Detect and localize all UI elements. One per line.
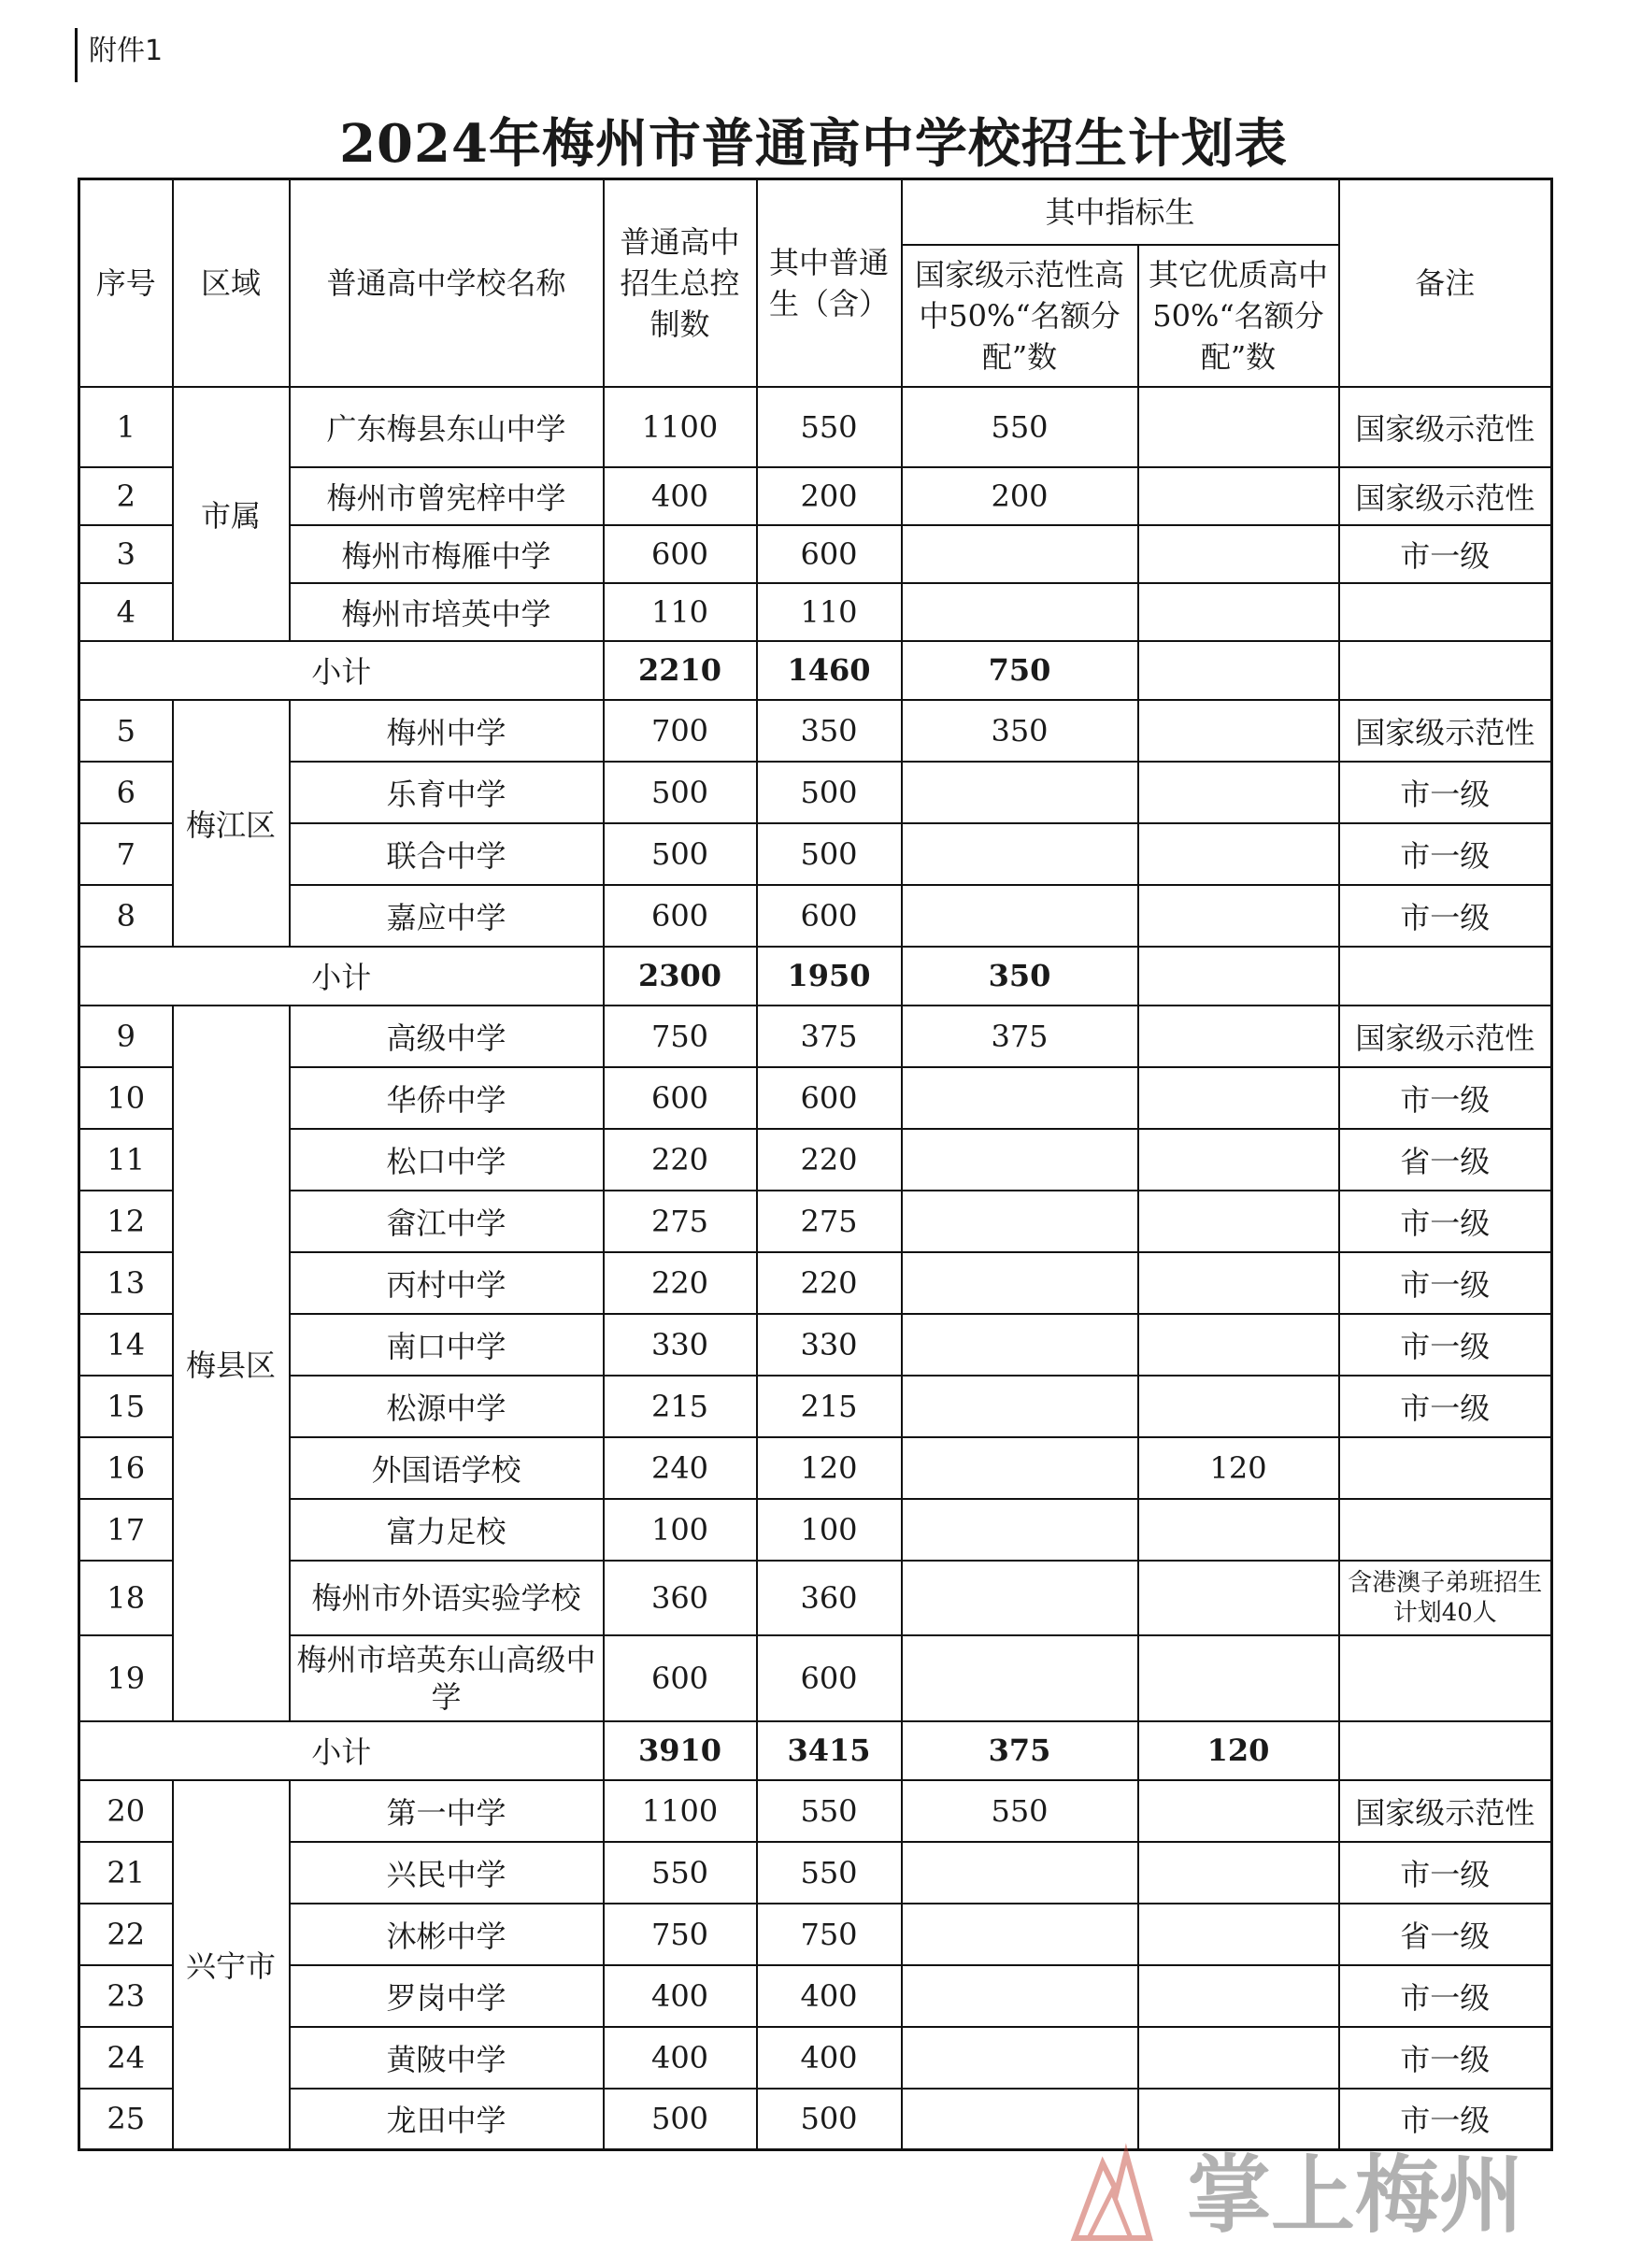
regular-cell: 600	[757, 1067, 902, 1129]
quota-other-cell	[1138, 885, 1339, 947]
remark-cell: 省一级	[1339, 1129, 1552, 1191]
quota-national-cell	[902, 1904, 1138, 1965]
seq-cell: 14	[79, 1314, 173, 1376]
quota-other-cell	[1138, 1376, 1339, 1437]
quota-national-cell	[902, 583, 1138, 641]
table-row	[79, 387, 1552, 467]
total-cell: 1100	[604, 387, 757, 467]
school-name-cell: 嘉应中学	[290, 885, 604, 947]
subtotal-regular: 1460	[757, 641, 902, 700]
remark-cell: 市一级	[1339, 762, 1552, 823]
remark-cell	[1339, 1437, 1552, 1499]
total-cell: 500	[604, 823, 757, 885]
seq-cell: 1	[79, 387, 173, 467]
quota-national-cell	[902, 1252, 1138, 1314]
regular-cell: 330	[757, 1314, 902, 1376]
quota-national-cell	[902, 823, 1138, 885]
quota-other-cell	[1138, 583, 1339, 641]
subtotal-remark	[1339, 947, 1552, 1006]
total-cell: 220	[604, 1252, 757, 1314]
table-row	[79, 1067, 1552, 1129]
quota-national-cell	[902, 525, 1138, 583]
quota-other-cell	[1138, 1067, 1339, 1129]
quota-national-cell	[902, 1067, 1138, 1129]
school-name-cell: 梅州市外语实验学校	[290, 1561, 604, 1635]
regular-cell: 220	[757, 1129, 902, 1191]
quota-other-cell	[1138, 525, 1339, 583]
seq-cell: 12	[79, 1191, 173, 1252]
school-name-cell: 梅州市培英中学	[290, 583, 604, 641]
quota-national-cell	[902, 1635, 1138, 1721]
seq-cell: 10	[79, 1067, 173, 1129]
table-row	[79, 762, 1552, 823]
header-regular: 其中普通生（含）	[757, 179, 902, 387]
subtotal-row	[79, 641, 1552, 700]
total-cell: 400	[604, 1965, 757, 2027]
quota-other-cell	[1138, 1561, 1339, 1635]
school-name-cell: 梅州市梅雁中学	[290, 525, 604, 583]
remark-cell: 市一级	[1339, 1191, 1552, 1252]
table-row	[79, 700, 1552, 762]
school-name-cell: 高级中学	[290, 1006, 604, 1067]
school-name-cell: 松源中学	[290, 1376, 604, 1437]
total-cell: 220	[604, 1129, 757, 1191]
seq-cell: 23	[79, 1965, 173, 2027]
table-row	[79, 1965, 1552, 2027]
table-row	[79, 1376, 1552, 1437]
subtotal-total: 2300	[604, 947, 757, 1006]
regular-cell: 215	[757, 1376, 902, 1437]
remark-cell	[1339, 1499, 1552, 1561]
header-quota-group: 其中指标生	[902, 179, 1339, 245]
quota-other-cell	[1138, 1252, 1339, 1314]
remark-cell: 市一级	[1339, 2089, 1552, 2150]
quota-other-cell	[1138, 2027, 1339, 2089]
region-cell: 梅江区	[173, 700, 290, 947]
subtotal-remark	[1339, 641, 1552, 700]
regular-cell: 120	[757, 1437, 902, 1499]
quota-national-cell	[902, 1129, 1138, 1191]
subtotal-label: 小计	[79, 1721, 604, 1780]
flame-icon	[1075, 2154, 1149, 2238]
header-remark: 备注	[1339, 179, 1552, 387]
table-row	[79, 1561, 1552, 1635]
total-cell: 600	[604, 885, 757, 947]
regular-cell: 500	[757, 823, 902, 885]
school-name-cell: 乐育中学	[290, 762, 604, 823]
subtotal-total: 2210	[604, 641, 757, 700]
quota-national-cell: 550	[902, 387, 1138, 467]
total-cell: 550	[604, 1842, 757, 1904]
total-cell: 700	[604, 700, 757, 762]
quota-other-cell	[1138, 1129, 1339, 1191]
quota-other-cell	[1138, 700, 1339, 762]
quota-national-cell	[902, 885, 1138, 947]
quota-national-cell	[902, 1191, 1138, 1252]
table-row	[79, 1314, 1552, 1376]
school-name-cell: 松口中学	[290, 1129, 604, 1191]
regular-cell: 550	[757, 387, 902, 467]
table-row	[79, 885, 1552, 947]
subtotal-regular: 1950	[757, 947, 902, 1006]
regular-cell: 110	[757, 583, 902, 641]
header-quota-national: 国家级示范性高中50%“名额分配”数	[902, 245, 1138, 387]
regular-cell: 100	[757, 1499, 902, 1561]
quota-other-cell	[1138, 1904, 1339, 1965]
school-name-cell: 广东梅县东山中学	[290, 387, 604, 467]
table-row	[79, 1499, 1552, 1561]
header-school: 普通高中学校名称	[290, 179, 604, 387]
table-row	[79, 1129, 1552, 1191]
school-name-cell: 梅州市培英东山高级中学	[290, 1635, 604, 1721]
quota-other-cell: 120	[1138, 1437, 1339, 1499]
seq-cell: 4	[79, 583, 173, 641]
seq-cell: 3	[79, 525, 173, 583]
remark-cell: 国家级示范性	[1339, 1780, 1552, 1842]
subtotal-quota-national: 350	[902, 947, 1138, 1006]
remark-cell: 市一级	[1339, 1965, 1552, 2027]
subtotal-row	[79, 947, 1552, 1006]
quota-national-cell: 550	[902, 1780, 1138, 1842]
header-quota-other: 其它优质高中50%“名额分配”数	[1138, 245, 1339, 387]
school-name-cell: 丙村中学	[290, 1252, 604, 1314]
subtotal-label: 小计	[79, 947, 604, 1006]
regular-cell: 375	[757, 1006, 902, 1067]
subtotal-quota-other	[1138, 641, 1339, 700]
subtotal-remark	[1339, 1721, 1552, 1780]
table-row	[79, 1635, 1552, 1721]
quota-other-cell	[1138, 1314, 1339, 1376]
total-cell: 100	[604, 1499, 757, 1561]
table-row	[79, 467, 1552, 525]
quota-other-cell	[1138, 1635, 1339, 1721]
seq-cell: 17	[79, 1499, 173, 1561]
seq-cell: 19	[79, 1635, 173, 1721]
quota-national-cell	[902, 1314, 1138, 1376]
subtotal-row	[79, 1721, 1552, 1780]
table-row	[79, 1842, 1552, 1904]
subtotal-label: 小计	[79, 641, 604, 700]
quota-national-cell: 375	[902, 1006, 1138, 1067]
total-cell: 500	[604, 762, 757, 823]
quota-national-cell	[902, 2027, 1138, 2089]
regular-cell: 550	[757, 1842, 902, 1904]
total-cell: 500	[604, 2089, 757, 2150]
watermark-logo	[1047, 2126, 1607, 2257]
school-name-cell: 梅州市曾宪梓中学	[290, 467, 604, 525]
seq-cell: 24	[79, 2027, 173, 2089]
school-name-cell: 富力足校	[290, 1499, 604, 1561]
quota-other-cell	[1138, 1842, 1339, 1904]
remark-cell: 国家级示范性	[1339, 387, 1552, 467]
header-seq: 序号	[79, 179, 173, 387]
school-name-cell: 罗岗中学	[290, 1965, 604, 2027]
regular-cell: 600	[757, 885, 902, 947]
school-name-cell: 梅州中学	[290, 700, 604, 762]
quota-national-cell	[902, 1437, 1138, 1499]
header-region: 区域	[173, 179, 290, 387]
total-cell: 330	[604, 1314, 757, 1376]
seq-cell: 9	[79, 1006, 173, 1067]
remark-cell: 市一级	[1339, 1314, 1552, 1376]
regular-cell: 550	[757, 1780, 902, 1842]
seq-cell: 6	[79, 762, 173, 823]
remark-cell: 含港澳子弟班招生计划40人	[1339, 1561, 1552, 1635]
seq-cell: 7	[79, 823, 173, 885]
school-name-cell: 华侨中学	[290, 1067, 604, 1129]
total-cell: 240	[604, 1437, 757, 1499]
school-name-cell: 外国语学校	[290, 1437, 604, 1499]
regular-cell: 500	[757, 2089, 902, 2150]
school-name-cell: 兴民中学	[290, 1842, 604, 1904]
regular-cell: 600	[757, 1635, 902, 1721]
watermark-text: 掌上梅州	[1187, 2146, 1523, 2245]
quota-other-cell	[1138, 1965, 1339, 2027]
school-name-cell: 黄陂中学	[290, 2027, 604, 2089]
table-row	[79, 1191, 1552, 1252]
quota-national-cell: 350	[902, 700, 1138, 762]
remark-cell: 市一级	[1339, 2027, 1552, 2089]
school-name-cell: 联合中学	[290, 823, 604, 885]
seq-cell: 16	[79, 1437, 173, 1499]
regular-cell: 500	[757, 762, 902, 823]
header-row	[79, 179, 1552, 245]
seq-cell: 11	[79, 1129, 173, 1191]
table-row	[79, 1006, 1552, 1067]
region-cell: 兴宁市	[173, 1780, 290, 2150]
quota-national-cell: 200	[902, 467, 1138, 525]
quota-national-cell	[902, 1965, 1138, 2027]
table-row	[79, 1437, 1552, 1499]
regular-cell: 200	[757, 467, 902, 525]
quota-other-cell	[1138, 387, 1339, 467]
quota-national-cell	[902, 1376, 1138, 1437]
header-total: 普通高中招生总控制数	[604, 179, 757, 387]
seq-cell: 8	[79, 885, 173, 947]
quota-national-cell	[902, 1842, 1138, 1904]
seq-cell: 15	[79, 1376, 173, 1437]
remark-cell: 市一级	[1339, 1842, 1552, 1904]
table-row	[79, 1252, 1552, 1314]
remark-cell: 市一级	[1339, 1252, 1552, 1314]
regular-cell: 220	[757, 1252, 902, 1314]
quota-other-cell	[1138, 1006, 1339, 1067]
table-row	[79, 2027, 1552, 2089]
total-cell: 400	[604, 467, 757, 525]
total-cell: 600	[604, 1635, 757, 1721]
remark-cell: 国家级示范性	[1339, 700, 1552, 762]
page-title: 2024年梅州市普通高中学校招生计划表	[339, 113, 1288, 175]
region-cell: 市属	[173, 387, 290, 641]
remark-cell: 国家级示范性	[1339, 467, 1552, 525]
total-cell: 275	[604, 1191, 757, 1252]
total-cell: 600	[604, 525, 757, 583]
school-name-cell: 南口中学	[290, 1314, 604, 1376]
regular-cell: 275	[757, 1191, 902, 1252]
remark-cell	[1339, 583, 1552, 641]
regular-cell: 400	[757, 2027, 902, 2089]
remark-cell: 市一级	[1339, 1376, 1552, 1437]
enrollment-plan-table	[78, 178, 1553, 2151]
remark-cell: 市一级	[1339, 823, 1552, 885]
seq-cell: 25	[79, 2089, 173, 2150]
subtotal-regular: 3415	[757, 1721, 902, 1780]
remark-cell: 省一级	[1339, 1904, 1552, 1965]
total-cell: 750	[604, 1904, 757, 1965]
subtotal-quota-other	[1138, 947, 1339, 1006]
quota-other-cell	[1138, 762, 1339, 823]
total-cell: 360	[604, 1561, 757, 1635]
total-cell: 110	[604, 583, 757, 641]
subtotal-quota-other: 120	[1138, 1721, 1339, 1780]
quota-other-cell	[1138, 467, 1339, 525]
quota-other-cell	[1138, 1499, 1339, 1561]
table-row	[79, 1904, 1552, 1965]
total-cell: 400	[604, 2027, 757, 2089]
attachment-label: 附件1	[75, 28, 163, 82]
total-cell: 600	[604, 1067, 757, 1129]
regular-cell: 360	[757, 1561, 902, 1635]
school-name-cell: 畲江中学	[290, 1191, 604, 1252]
quota-other-cell	[1138, 1780, 1339, 1842]
school-name-cell: 沐彬中学	[290, 1904, 604, 1965]
seq-cell: 20	[79, 1780, 173, 1842]
quota-national-cell	[902, 762, 1138, 823]
total-cell: 215	[604, 1376, 757, 1437]
quota-other-cell	[1138, 823, 1339, 885]
seq-cell: 22	[79, 1904, 173, 1965]
school-name-cell: 第一中学	[290, 1780, 604, 1842]
total-cell: 750	[604, 1006, 757, 1067]
quota-national-cell	[902, 1499, 1138, 1561]
table-row	[79, 525, 1552, 583]
regular-cell: 350	[757, 700, 902, 762]
remark-cell: 市一级	[1339, 885, 1552, 947]
subtotal-quota-national: 375	[902, 1721, 1138, 1780]
table-row	[79, 823, 1552, 885]
regular-cell: 600	[757, 525, 902, 583]
quota-other-cell	[1138, 1191, 1339, 1252]
regular-cell: 400	[757, 1965, 902, 2027]
total-cell: 1100	[604, 1780, 757, 1842]
seq-cell: 18	[79, 1561, 173, 1635]
subtotal-quota-national: 750	[902, 641, 1138, 700]
remark-cell	[1339, 1635, 1552, 1721]
seq-cell: 21	[79, 1842, 173, 1904]
seq-cell: 2	[79, 467, 173, 525]
subtotal-total: 3910	[604, 1721, 757, 1780]
seq-cell: 5	[79, 700, 173, 762]
seq-cell: 13	[79, 1252, 173, 1314]
table-row	[79, 1780, 1552, 1842]
quota-national-cell	[902, 1561, 1138, 1635]
remark-cell: 国家级示范性	[1339, 1006, 1552, 1067]
school-name-cell: 龙田中学	[290, 2089, 604, 2150]
remark-cell: 市一级	[1339, 1067, 1552, 1129]
remark-cell: 市一级	[1339, 525, 1552, 583]
region-cell: 梅县区	[173, 1006, 290, 1721]
regular-cell: 750	[757, 1904, 902, 1965]
table-row	[79, 583, 1552, 641]
